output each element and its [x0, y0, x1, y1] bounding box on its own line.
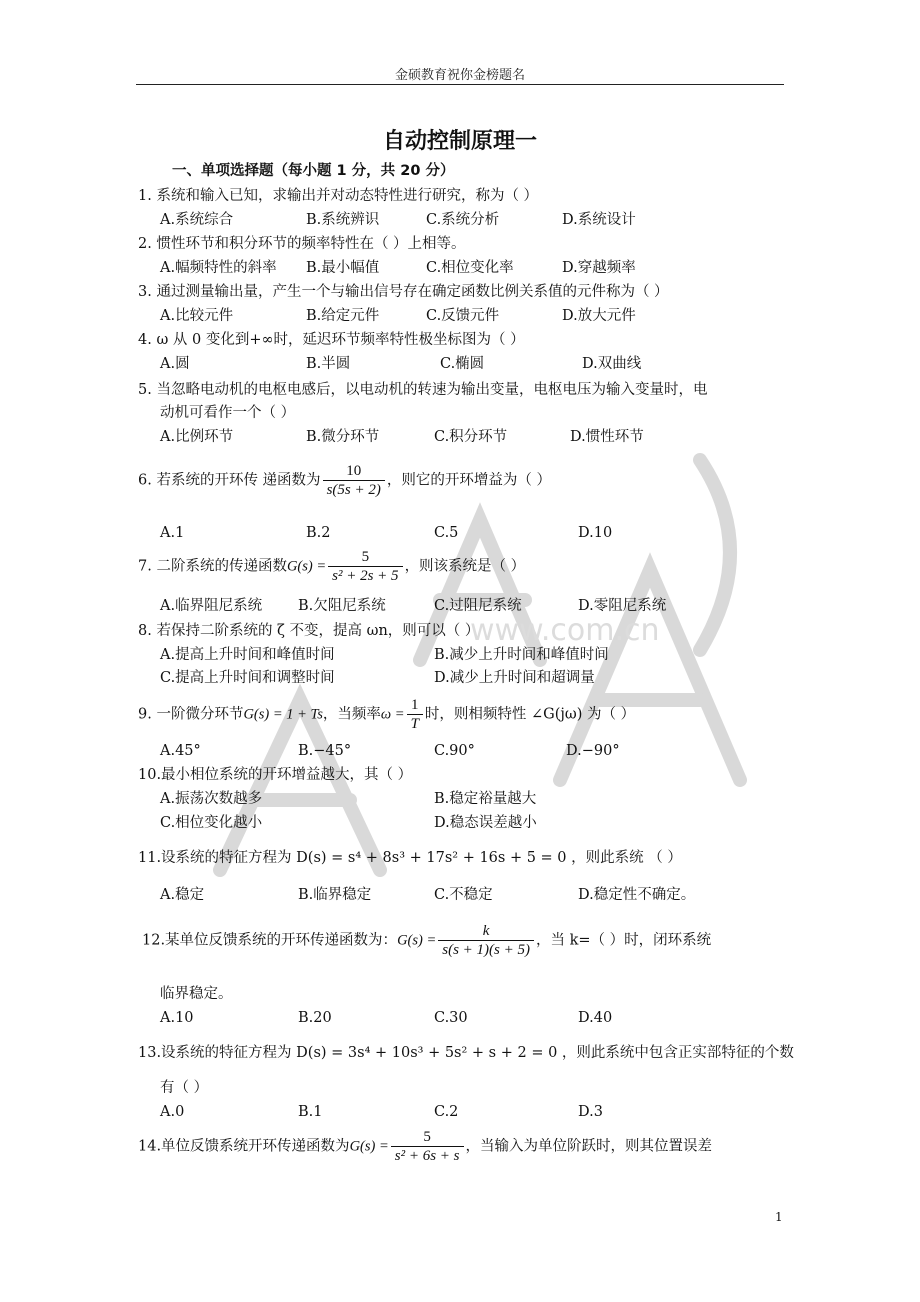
q6-option-c: C.5 [434, 525, 459, 541]
document-title: 自动控制原理一 [382, 129, 537, 154]
q6-option-d: D.10 [578, 525, 613, 541]
q12-option-b: B.20 [298, 1010, 332, 1026]
q10-option-c: C.相位变化越小 [160, 815, 263, 831]
q11-option-c: C.不稳定 [434, 887, 493, 903]
q9-fraction: $\frac{1}{T}$ [407, 696, 423, 733]
question-12: 12.某单位反馈系统的开环传递函数为：G(s) = $\frac{k}{s(s + 1)(s + 5)}$ ，当 k=（ ）时，闭环系统 [142, 923, 712, 958]
q5-option-d: D.惯性环节 [570, 429, 644, 445]
question-11: 11.设系统的特征方程为 D(s) = s⁴ + 8s³ + 17s² + 16s + 5 = 0 ，则此系统 （ ） [138, 850, 682, 866]
q5-option-c: C.积分环节 [434, 429, 508, 445]
question-8: 8. 若保持二阶系统的 ζ 不变，提高 ωn，则可以（ ） [138, 623, 480, 639]
q7-fraction: $\frac{5}{\text{s² + 2s + 5}}$ [328, 548, 402, 585]
q11-option-a: A.稳定 [160, 887, 205, 903]
question-14: 14.单位反馈系统开环传递函数为G(s) = $\frac{5}{\text{s² + 6s + s}}$ ，当输入为单位阶跃时，则其位置误差 [138, 1129, 713, 1164]
page-header: 金硕教育祝你金榜题名 [394, 68, 525, 83]
q6-option-b: B.2 [306, 525, 331, 541]
q9-option-a: A.45° [160, 743, 201, 759]
q9-option-c: C.90° [434, 743, 475, 759]
q12-option-c: C.30 [434, 1010, 468, 1026]
q9-option-b: B.−45° [298, 743, 352, 759]
q4-option-d: D.双曲线 [582, 356, 642, 372]
q7-option-c: C.过阻尼系统 [434, 598, 522, 614]
q2-option-c: C.相位变化率 [426, 260, 514, 276]
question-13-cont: 有（ ） [160, 1080, 209, 1096]
watermark-url: www.com.cn [470, 613, 660, 648]
question-10: 10.最小相位系统的开环增益越大，其（ ） [138, 767, 413, 783]
q1-option-d: D.系统设计 [562, 212, 636, 228]
question-1: 1. 系统和输入已知，求输出并对动态特性进行研究，称为（ ） [138, 188, 539, 204]
q9-option-d: D.−90° [566, 743, 620, 759]
q1-option-a: A.系统综合 [160, 212, 234, 228]
q13-option-b: B.1 [298, 1104, 323, 1120]
q3-option-b: B.给定元件 [306, 308, 380, 324]
q3-option-c: C.反馈元件 [426, 308, 500, 324]
q11-option-d: D.稳定性不确定。 [578, 887, 696, 903]
q6-fraction: $\frac{10}{s(5s + 2)}$ [323, 462, 385, 499]
question-5: 5. 当忽略电动机的电枢电感后，以电动机的转速为输出变量，电枢电压为输入变量时，电 [138, 382, 708, 398]
q7-option-d: D.零阻尼系统 [578, 598, 667, 614]
question-3: 3. 通过测量输出量，产生一个与输出信号存在确定函数比例关系值的元件称为（ ） [138, 284, 669, 300]
q10-option-a: A.振荡次数越多 [160, 791, 263, 807]
q4-option-a: A.圆 [160, 356, 190, 372]
question-9: 9. 一阶微分环节G(s) = 1 + Ts，当频率ω = $\frac{1}{T}$ 时，则相频特性 ∠G(jω) 为（ ） [138, 697, 636, 732]
section-heading: 一、单项选择题（每小题 1 分，共 20 分） [172, 163, 455, 179]
q3-option-a: A.比较元件 [160, 308, 234, 324]
q13-option-d: D.3 [578, 1104, 603, 1120]
q8-option-a: A.提高上升时间和峰值时间 [160, 647, 335, 663]
q14-fraction: $\frac{5}{\text{s² + 6s + s}}$ [391, 1128, 464, 1165]
q3-option-d: D.放大元件 [562, 308, 636, 324]
question-12-cont: 临界稳定。 [160, 986, 233, 1002]
q6-option-a: A.1 [160, 525, 185, 541]
q12-fraction: $\frac{k}{s(s + 1)(s + 5)}$ [438, 922, 534, 959]
q8-option-c: C.提高上升时间和调整时间 [160, 670, 335, 686]
q13-option-c: C.2 [434, 1104, 459, 1120]
question-7: 7. 二阶系统的传递函数G(s) = $\frac{5}{\text{s² + 2s + 5}}$ ，则该系统是（ ） [138, 549, 526, 584]
q5-option-a: A.比例环节 [160, 429, 234, 445]
q4-option-b: B.半圆 [306, 356, 351, 372]
q7-option-b: B.欠阻尼系统 [298, 598, 386, 614]
q7-option-a: A.临界阻尼系统 [160, 598, 263, 614]
q10-option-b: B.稳定裕量越大 [434, 791, 537, 807]
q11-option-b: B.临界稳定 [298, 887, 372, 903]
q2-option-b: B.最小幅值 [306, 260, 380, 276]
q10-option-d: D.稳态误差越小 [434, 815, 537, 831]
q5-option-b: B.微分环节 [306, 429, 380, 445]
header-rule [136, 84, 784, 85]
q12-option-d: D.40 [578, 1010, 613, 1026]
q8-option-d: D.减少上升时间和超调量 [434, 670, 595, 686]
question-2: 2. 惯性环节和积分环节的频率特性在（ ）上相等。 [138, 236, 466, 252]
q1-option-c: C.系统分析 [426, 212, 500, 228]
q12-option-a: A.10 [160, 1010, 194, 1026]
q4-option-c: C.椭圆 [440, 356, 485, 372]
q2-option-d: D.穿越频率 [562, 260, 636, 276]
q13-option-a: A.0 [160, 1104, 185, 1120]
q8-option-b: B.减少上升时间和峰值时间 [434, 647, 609, 663]
question-13: 13.设系统的特征方程为 D(s) = 3s⁴ + 10s³ + 5s² + s + 2 = 0 ，则此系统中包含正实部特征的个数 [138, 1045, 794, 1061]
page-number: 1 [775, 1210, 783, 1224]
question-6: 6. 若系统的开环传 递函数为 $\frac{10}{s(5s + 2)}$ ，则它的开环增益为（ ） [138, 463, 551, 498]
q1-option-b: B.系统辨识 [306, 212, 380, 228]
question-4: 4. ω 从 0 变化到+∞时，延迟环节频率特性极坐标图为（ ） [138, 332, 525, 348]
question-5-cont: 动机可看作一个（ ） [160, 405, 296, 421]
q2-option-a: A.幅频特性的斜率 [160, 260, 277, 276]
